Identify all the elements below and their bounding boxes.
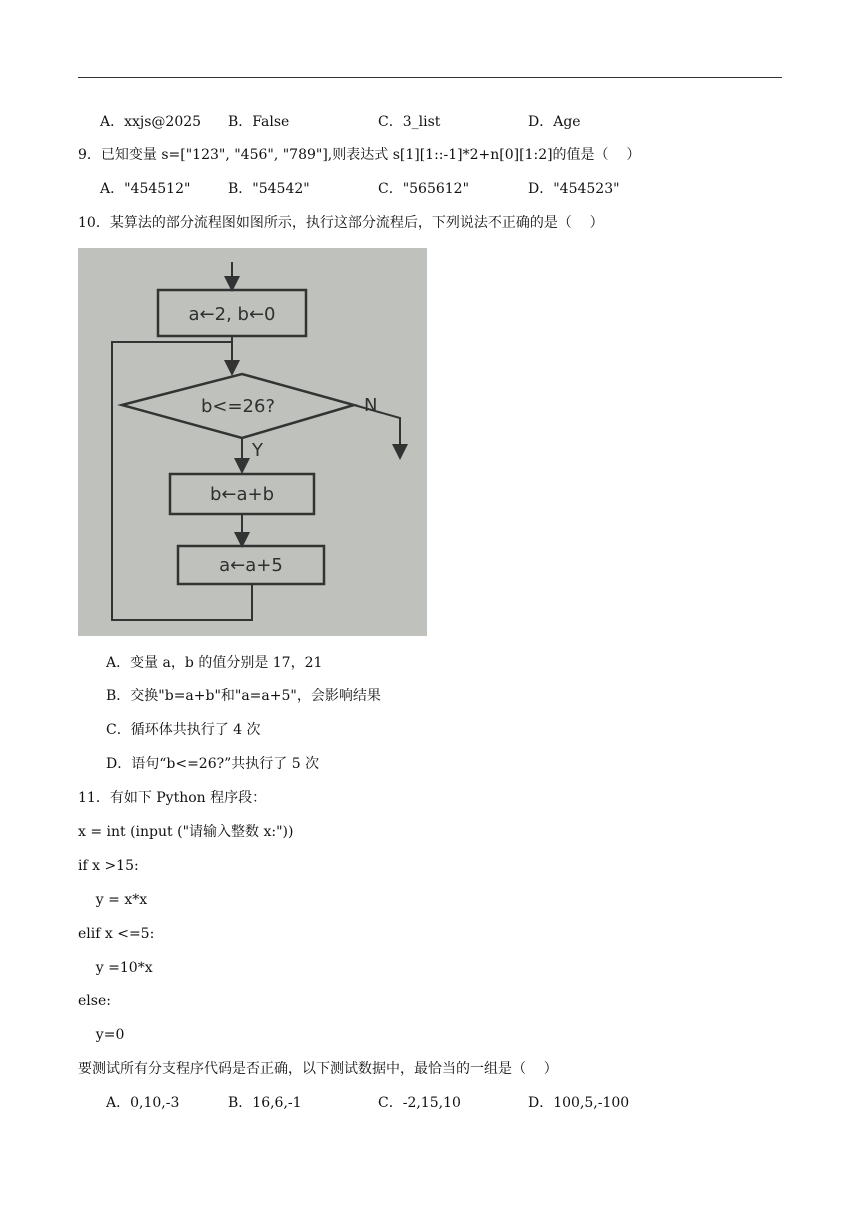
code-line: if x >15: (78, 858, 139, 874)
no-label: N (364, 395, 378, 416)
code-line: x = int (input ("请输入整数 x:")) (78, 824, 294, 840)
q8-option-d[interactable]: D．Age (528, 114, 581, 130)
q11-option-d[interactable]: D．100,5,-100 (528, 1095, 630, 1111)
q9-option-d[interactable]: D．"454523" (528, 181, 620, 197)
code-line: y =10*x (78, 960, 153, 976)
q8-option-c[interactable]: C．3_list (378, 114, 441, 130)
q11-stem: 11．有如下 Python 程序段： (78, 790, 267, 806)
q9-option-a[interactable]: A．"454512" (100, 181, 191, 197)
step2-label: a←a+5 (219, 555, 283, 576)
code-line: y=0 (78, 1027, 125, 1043)
yes-label: Y (252, 440, 263, 461)
q10-option-d[interactable]: D．语句“b<=26?”共执行了 5 次 (106, 756, 320, 772)
flowchart-diagram (78, 248, 427, 636)
q9-stem: 9．已知变量 s=["123", "456", "789"],则表达式 s[1][1::-1]*2+n[0][1:2]的值是（ ） (78, 147, 641, 163)
q10-option-c[interactable]: C．循环体共执行了 4 次 (106, 722, 261, 738)
q9-option-b[interactable]: B．"54542" (228, 181, 310, 197)
q10-option-a[interactable]: A．变量 a，b 的值分别是 17，21 (106, 655, 323, 671)
header-rule (78, 77, 782, 78)
q11-question: 要测试所有分支程序代码是否正确，以下测试数据中，最恰当的一组是（ ） (78, 1061, 558, 1077)
step1-label: b←a+b (209, 484, 275, 505)
q8-option-a[interactable]: A．xxjs@2025 (100, 114, 202, 130)
condition-label: b<=26? (200, 396, 276, 417)
q10-option-b[interactable]: B．交换"b=a+b"和"a=a+5"，会影响结果 (106, 688, 381, 704)
q11-option-b[interactable]: B．16,6,-1 (228, 1095, 302, 1111)
q11-option-a[interactable]: A．0,10,-3 (106, 1095, 180, 1111)
flowchart-photo (78, 248, 427, 636)
loop-back-line (112, 342, 252, 620)
code-line: y = x*x (78, 892, 148, 908)
q11-option-c[interactable]: C．-2,15,10 (378, 1095, 461, 1111)
code-line: else: (78, 993, 111, 1009)
q10-stem: 10．某算法的部分流程图如图所示，执行这部分流程后，下列说法不正确的是（ ） (78, 215, 604, 231)
q9-option-c[interactable]: C．"565612" (378, 181, 470, 197)
init-label: a←2, b←0 (188, 304, 276, 325)
q8-option-b[interactable]: B．False (228, 114, 290, 130)
code-line: elif x <=5: (78, 926, 155, 942)
